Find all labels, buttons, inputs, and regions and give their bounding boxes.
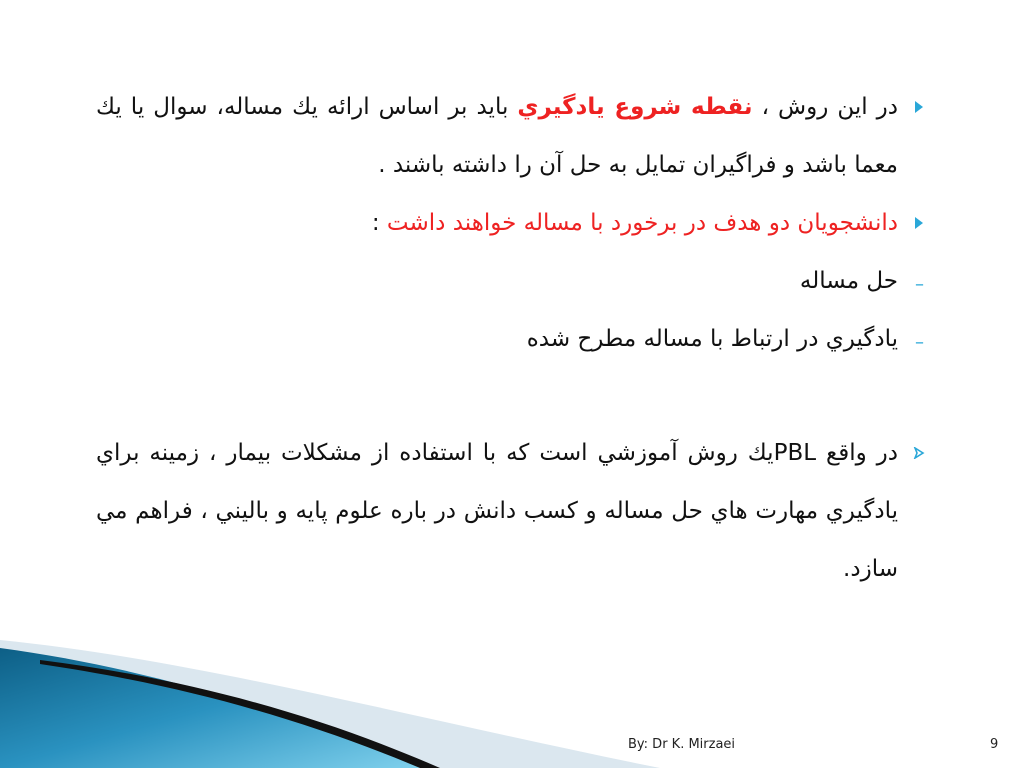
dash-bullet-icon: – xyxy=(915,332,924,353)
slide-body xyxy=(96,78,926,598)
bullet-item-1 xyxy=(96,78,926,194)
bullet-item-2 xyxy=(96,194,926,252)
arrow-bullet-icon xyxy=(912,78,926,136)
bullet-1-highlight: نقطه شروع يادگيري xyxy=(517,94,753,120)
sub-item-2 xyxy=(96,310,926,368)
page-number: 9 xyxy=(990,737,999,752)
sub-item-1 xyxy=(96,252,926,310)
footer-author: By: Dr K. Mirzaei xyxy=(628,737,736,752)
sub-item-1-text: حل مساله xyxy=(799,268,898,294)
spacer xyxy=(96,368,926,424)
bullet-2-text: دانشجويان دو هدف در برخورد با مساله خواهند داشت xyxy=(386,210,898,236)
dash-bullet-icon: – xyxy=(915,274,924,295)
sub-item-2-text: يادگيري در ارتباط با مساله مطرح شده xyxy=(526,326,898,352)
bullet-3-text-before: در واقع xyxy=(816,440,898,466)
hollow-arrow-bullet-icon xyxy=(912,424,926,482)
bullet-1-text-after: بايد بر اساس ارائه يك مساله، سوال يا يك معما باشد و فراگيران تمايل به حل آن را داشته باشند . xyxy=(96,94,898,178)
bullet-item-3 xyxy=(96,424,926,598)
arrow-bullet-icon xyxy=(912,194,926,252)
bullet-2-suffix: : xyxy=(371,210,387,236)
bullet-1-text-before: در اين روش ، xyxy=(752,94,899,120)
bullet-3-term: PBL xyxy=(773,440,817,466)
bullet-3-text-after: يك روش آموزشي است كه با استفاده از مشكلات بيمار ، زمينه براي يادگيري مهارت هاي حل مساله و كسب دانش در باره علوم پايه و باليني ، فراهم مي سازد. xyxy=(96,440,898,582)
